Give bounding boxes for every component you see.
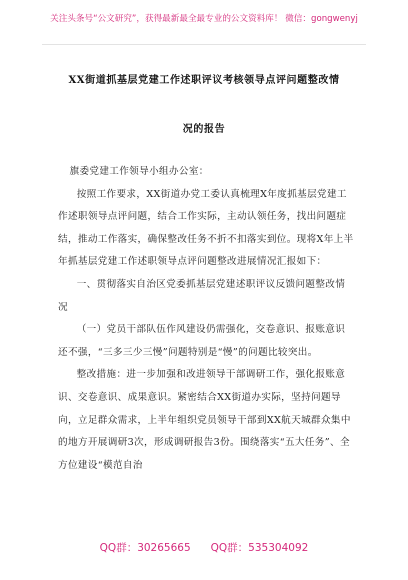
- document-title-line-2: 况的报告: [182, 124, 226, 135]
- section-heading-1: 一、贯彻落实自治区党委抓基层党建述职评议反馈问题整改情况: [58, 278, 346, 313]
- paragraph-intro: 按照工作要求，XX街道办党工委认真梳理X年度抓基层党建工作述职领导点评问题，结合工作实际，主动认领任务，找出问题症结，推动工作落实，确保整改任务不折不扣落实到位。现将X年上半年抓基层党建工作述职领导点评问题整改进展情况汇报如下：: [58, 188, 354, 268]
- document-body: [58, 161, 354, 477]
- document-title-line-1: XX街道抓基层党建工作述职评议考核领导点评问题整改情: [68, 75, 340, 86]
- footer-qq-group-1: QQ群：30265665: [99, 542, 191, 554]
- paragraph-measures: 整改措施：进一步加强和改进领导干部调研工作，强化报账意识、交卷意识、成果意识。紧密结合XX街道办实际，坚持问题导向，立足群众需求，上半年组织党员领导干部到XX航天城群众集中的地方开展调研3次，形成调研报告3份。围绕落实“五大任务”、全方位建设“模范自治: [58, 369, 351, 471]
- footer-contacts: [0, 540, 408, 558]
- salutation: 旗委党建工作领导小组办公室：: [69, 166, 209, 177]
- subsection-heading-1: （一）党员干部队伍作风建设仍需强化，交卷意识、报账意识还不强，“三多三少三慢”问题特别是“慢”的问题比较突出。: [58, 324, 346, 358]
- footer-qq-group-2: QQ群：535304092: [210, 542, 309, 554]
- header-notice: 关注头条号“公文研究”，获得最新最全最专业的公文资料库！ 微信：gongwenyj: [50, 14, 358, 24]
- header-divider: [42, 44, 366, 45]
